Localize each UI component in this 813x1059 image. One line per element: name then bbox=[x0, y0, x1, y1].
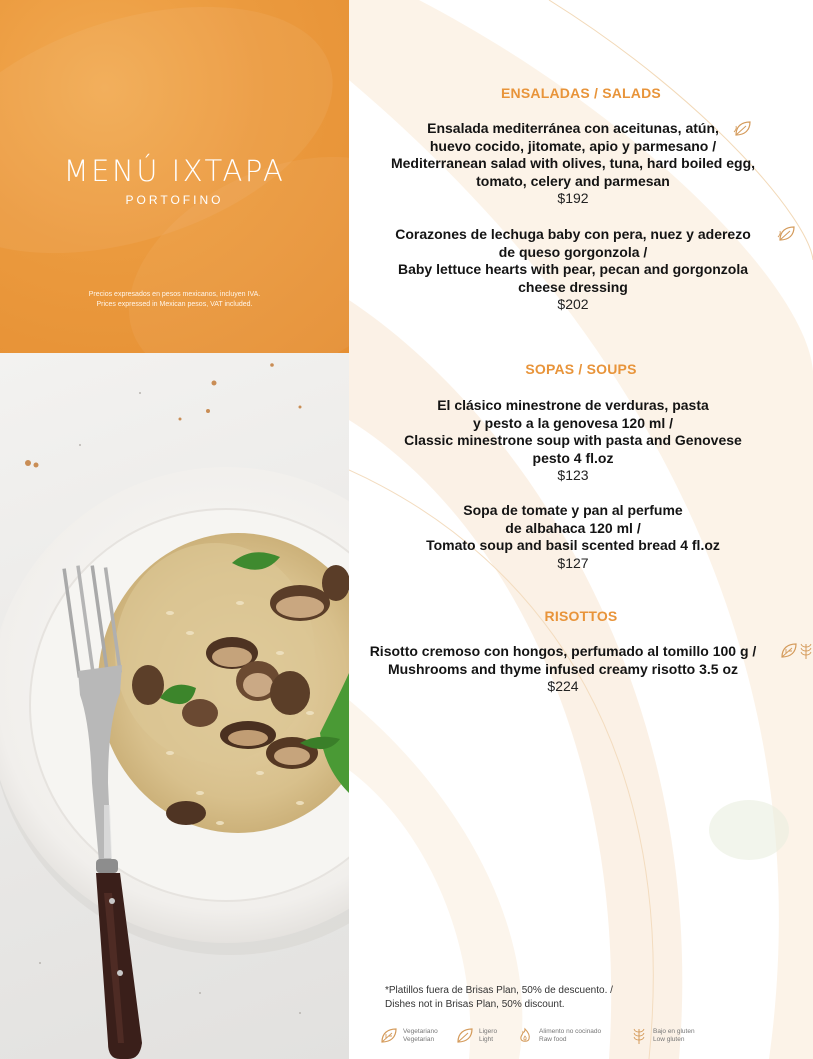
dish-line: de albahaca 120 ml / bbox=[505, 519, 641, 536]
raw-food-flame-icon bbox=[515, 1027, 535, 1045]
vegetarian-icon bbox=[379, 1027, 399, 1045]
legend-label-en: Low gluten bbox=[653, 1036, 685, 1043]
dish-line: Tomato soup and basil scented bread 4 fl.oz bbox=[426, 537, 720, 553]
dish-line: Mediterranean salad with olives, tuna, hard boiled egg, bbox=[390, 155, 756, 171]
dish-line: Corazones de lechuga baby con pera, nuez y aderezo bbox=[395, 226, 751, 242]
dish-baby-lettuce-hearts bbox=[349, 226, 797, 296]
light-leaf-icon bbox=[777, 225, 797, 243]
dish-price: $127 bbox=[557, 555, 589, 571]
dish-line: tomato, celery and parmesan bbox=[476, 172, 670, 189]
brisas-plan-footnote bbox=[385, 984, 613, 1012]
left-column bbox=[0, 0, 349, 1059]
dish-line: Risotto cremoso con hongos, perfumado al tomillo 100 g / bbox=[369, 643, 757, 659]
dish-line: Sopa de tomate y pan al perfume bbox=[463, 502, 683, 518]
dish-line: Mushrooms and thyme infused creamy risotto 3.5 oz bbox=[387, 660, 739, 677]
prices-note-en: Prices expressed in Mexican pesos, VAT included. bbox=[96, 301, 253, 308]
dish-line: de queso gorgonzola / bbox=[498, 243, 648, 260]
legend-label-en: Light bbox=[479, 1036, 494, 1043]
low-gluten-icon bbox=[799, 642, 813, 660]
legend-label-es: Vegetariano bbox=[403, 1028, 438, 1035]
dish-price: $224 bbox=[547, 678, 579, 694]
header-panel bbox=[0, 0, 349, 353]
low-gluten-icon bbox=[629, 1027, 649, 1045]
light-leaf-icon bbox=[733, 120, 753, 138]
icon-legend bbox=[379, 1026, 799, 1048]
menu-sections bbox=[349, 0, 813, 1059]
legend-label-es: Ligero bbox=[479, 1028, 498, 1035]
dish-price: $192 bbox=[557, 190, 589, 206]
legend-label-en: Raw food bbox=[539, 1036, 567, 1043]
risotto-photo bbox=[0, 353, 349, 1059]
menu-content-column bbox=[349, 0, 813, 1059]
dish-tomato-soup bbox=[349, 502, 797, 555]
dish-minestrone bbox=[349, 397, 797, 467]
prices-note bbox=[0, 290, 349, 310]
section-title-salads: ENSALADAS / SALADS bbox=[501, 85, 661, 101]
dish-price: $202 bbox=[557, 296, 589, 312]
footnote-es: *Platillos fuera de Brisas Plan, 50% de descuento. / bbox=[385, 985, 613, 996]
dish-mediterranean-salad bbox=[349, 120, 797, 190]
dish-mushroom-risotto bbox=[349, 643, 777, 678]
vegetarian-icon bbox=[779, 642, 799, 660]
restaurant-name: PORTOFINO bbox=[125, 193, 224, 207]
dish-line: pesto 4 fl.oz bbox=[532, 449, 614, 466]
legend-label-es: Alimento no cocinado bbox=[539, 1028, 602, 1035]
footnote-en: Dishes not in Brisas Plan, 50% discount. bbox=[385, 999, 565, 1010]
dish-line: Baby lettuce hearts with pear, pecan and gorgonzola bbox=[397, 261, 749, 277]
light-leaf-icon bbox=[455, 1027, 475, 1045]
menu-title: MENÚ IXTAPA bbox=[63, 154, 286, 188]
risotto-plate-illustration bbox=[0, 353, 349, 1059]
dish-price: $123 bbox=[557, 467, 589, 483]
dish-line: cheese dressing bbox=[518, 278, 628, 295]
legend-label-en: Vegetarian bbox=[403, 1036, 435, 1043]
dish-line: Classic minestrone soup with pasta and Genovese bbox=[404, 432, 742, 448]
section-title-risottos: RISOTTOS bbox=[544, 608, 618, 624]
dish-line: huevo cocido, jitomate, apio y parmesano / bbox=[429, 137, 717, 154]
legend-label-es: Bajo en gluten bbox=[653, 1028, 695, 1035]
dish-line: El clásico minestrone de verduras, pasta bbox=[437, 397, 709, 413]
dish-line: y pesto a la genovesa 120 ml / bbox=[473, 414, 673, 431]
section-title-soups: SOPAS / SOUPS bbox=[525, 361, 637, 377]
dish-line: Ensalada mediterránea con aceitunas, atún, bbox=[427, 120, 719, 136]
prices-note-es: Precios expresados en pesos mexicanos, incluyen IVA. bbox=[88, 291, 261, 298]
